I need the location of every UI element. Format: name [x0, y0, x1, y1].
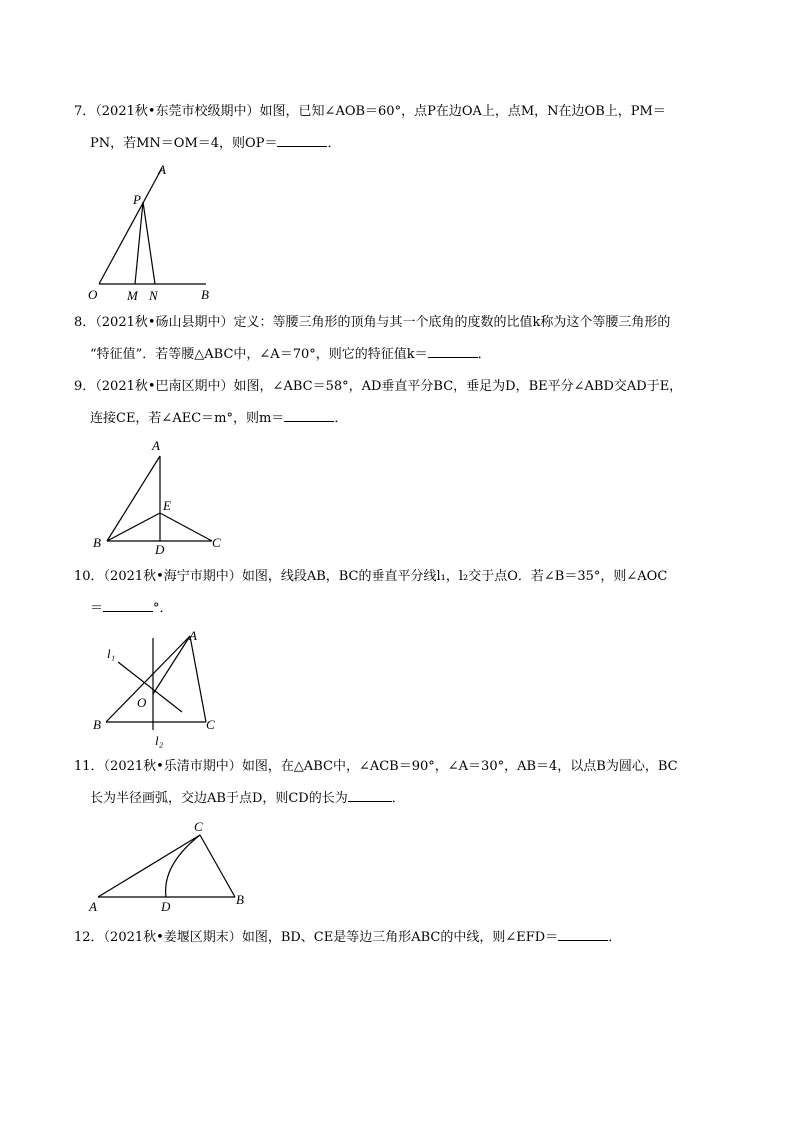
question-source: （2021秋•砀山县期中） — [95, 315, 234, 330]
label-d: D — [161, 899, 171, 914]
label-a: A — [189, 628, 197, 643]
question-source: （2021秋•巴南区期中） — [95, 379, 234, 394]
label-d: D — [155, 542, 165, 557]
label-a: A — [152, 438, 160, 453]
question-number: 8． — [74, 315, 96, 330]
segment-ab — [107, 456, 160, 541]
figure-q7 — [80, 160, 230, 310]
segment-be — [107, 513, 160, 541]
question-source: （2021秋•海宁市期中） — [103, 569, 242, 584]
line-l1 — [118, 662, 182, 712]
question-number: 9． — [74, 379, 96, 394]
label-b: B — [201, 287, 209, 302]
question-10 — [74, 561, 734, 625]
figure-q9 — [88, 436, 238, 561]
question-8 — [74, 307, 734, 371]
question-11 — [74, 751, 734, 815]
question-text: “特征值”．若等腰△ABC中，∠A＝70°，则它的特征值k＝ — [90, 347, 428, 362]
question-text: ＝ — [90, 601, 104, 616]
label-p: P — [133, 192, 141, 207]
label-l1: l₁ — [107, 646, 116, 661]
figure-q11 — [86, 815, 256, 920]
segment-ac — [190, 636, 206, 722]
label-c: C — [212, 535, 221, 550]
question-text: 连接CE，若∠AEC＝m°，则m＝ — [90, 411, 285, 426]
label-l2: l₂ — [155, 733, 164, 748]
question-number: 7． — [74, 104, 96, 119]
label-o: O — [88, 287, 98, 302]
question-text: 如图，BD、CE是等边三角形ABC的中线，则∠EFD＝ — [241, 930, 559, 945]
segment-cb — [200, 835, 235, 897]
question-source: （2021秋•姜堰区期末） — [103, 930, 242, 945]
question-tail: ． — [391, 791, 405, 806]
answer-blank[interactable] — [277, 132, 327, 147]
segment-ac — [98, 835, 200, 897]
question-text: PN，若MN＝OM＝4，则OP＝ — [90, 136, 278, 151]
label-c: C — [206, 717, 215, 732]
answer-blank[interactable] — [428, 343, 478, 358]
question-tail: ． — [334, 411, 348, 426]
segment-oa — [153, 636, 190, 694]
label-m: M — [127, 288, 138, 303]
figure-q10 — [86, 622, 236, 752]
question-text: 如图，已知∠AOB＝60°，点P在边OA上，点M，N在边OB上，PM＝ — [259, 104, 666, 119]
question-text: 如图，在△ABC中，∠ACB＝90°，∠A＝30°，AB＝4，以点B为圆心，BC — [241, 759, 678, 774]
question-tail: ． — [477, 347, 491, 362]
label-c: C — [194, 819, 203, 834]
segment-pn — [143, 202, 155, 284]
question-7 — [74, 96, 734, 160]
answer-blank[interactable] — [103, 597, 153, 612]
label-e: E — [163, 498, 171, 513]
label-b: B — [236, 892, 244, 907]
label-o: O — [137, 695, 147, 710]
question-text: 如图，线段AB，BC的垂直平分线l₁，l₂交于点O．若∠B＝35°，则∠AOC — [241, 569, 668, 584]
label-b: B — [93, 717, 101, 732]
question-number: 11． — [74, 759, 104, 774]
answer-blank[interactable] — [348, 787, 392, 802]
question-number: 12． — [74, 930, 104, 945]
question-tail: ． — [608, 930, 622, 945]
label-a: A — [89, 899, 97, 914]
question-9 — [74, 371, 734, 435]
label-b: B — [93, 535, 101, 550]
question-number: 10． — [74, 569, 104, 584]
question-source: （2021秋•东莞市校级期中） — [95, 104, 260, 119]
label-a: A — [158, 162, 166, 177]
question-tail: °． — [153, 601, 173, 616]
answer-blank[interactable] — [284, 407, 334, 422]
arc-cd — [166, 835, 200, 897]
question-12 — [74, 922, 734, 954]
question-source: （2021秋•乐清市期中） — [103, 759, 242, 774]
question-text: 如图，∠ABC＝58°，AD垂直平分BC，垂足为D，BE平分∠ABD交AD于E， — [233, 379, 683, 394]
segment-ec — [160, 513, 212, 541]
question-text: 长为半径画弧，交边AB于点D，则CD的长为 — [90, 791, 348, 806]
label-n: N — [149, 288, 158, 303]
question-tail: ． — [327, 136, 341, 151]
question-text: 定义：等腰三角形的顶角与其一个底角的度数的比值k称为这个等腰三角形的 — [233, 315, 671, 330]
answer-blank[interactable] — [558, 926, 608, 941]
